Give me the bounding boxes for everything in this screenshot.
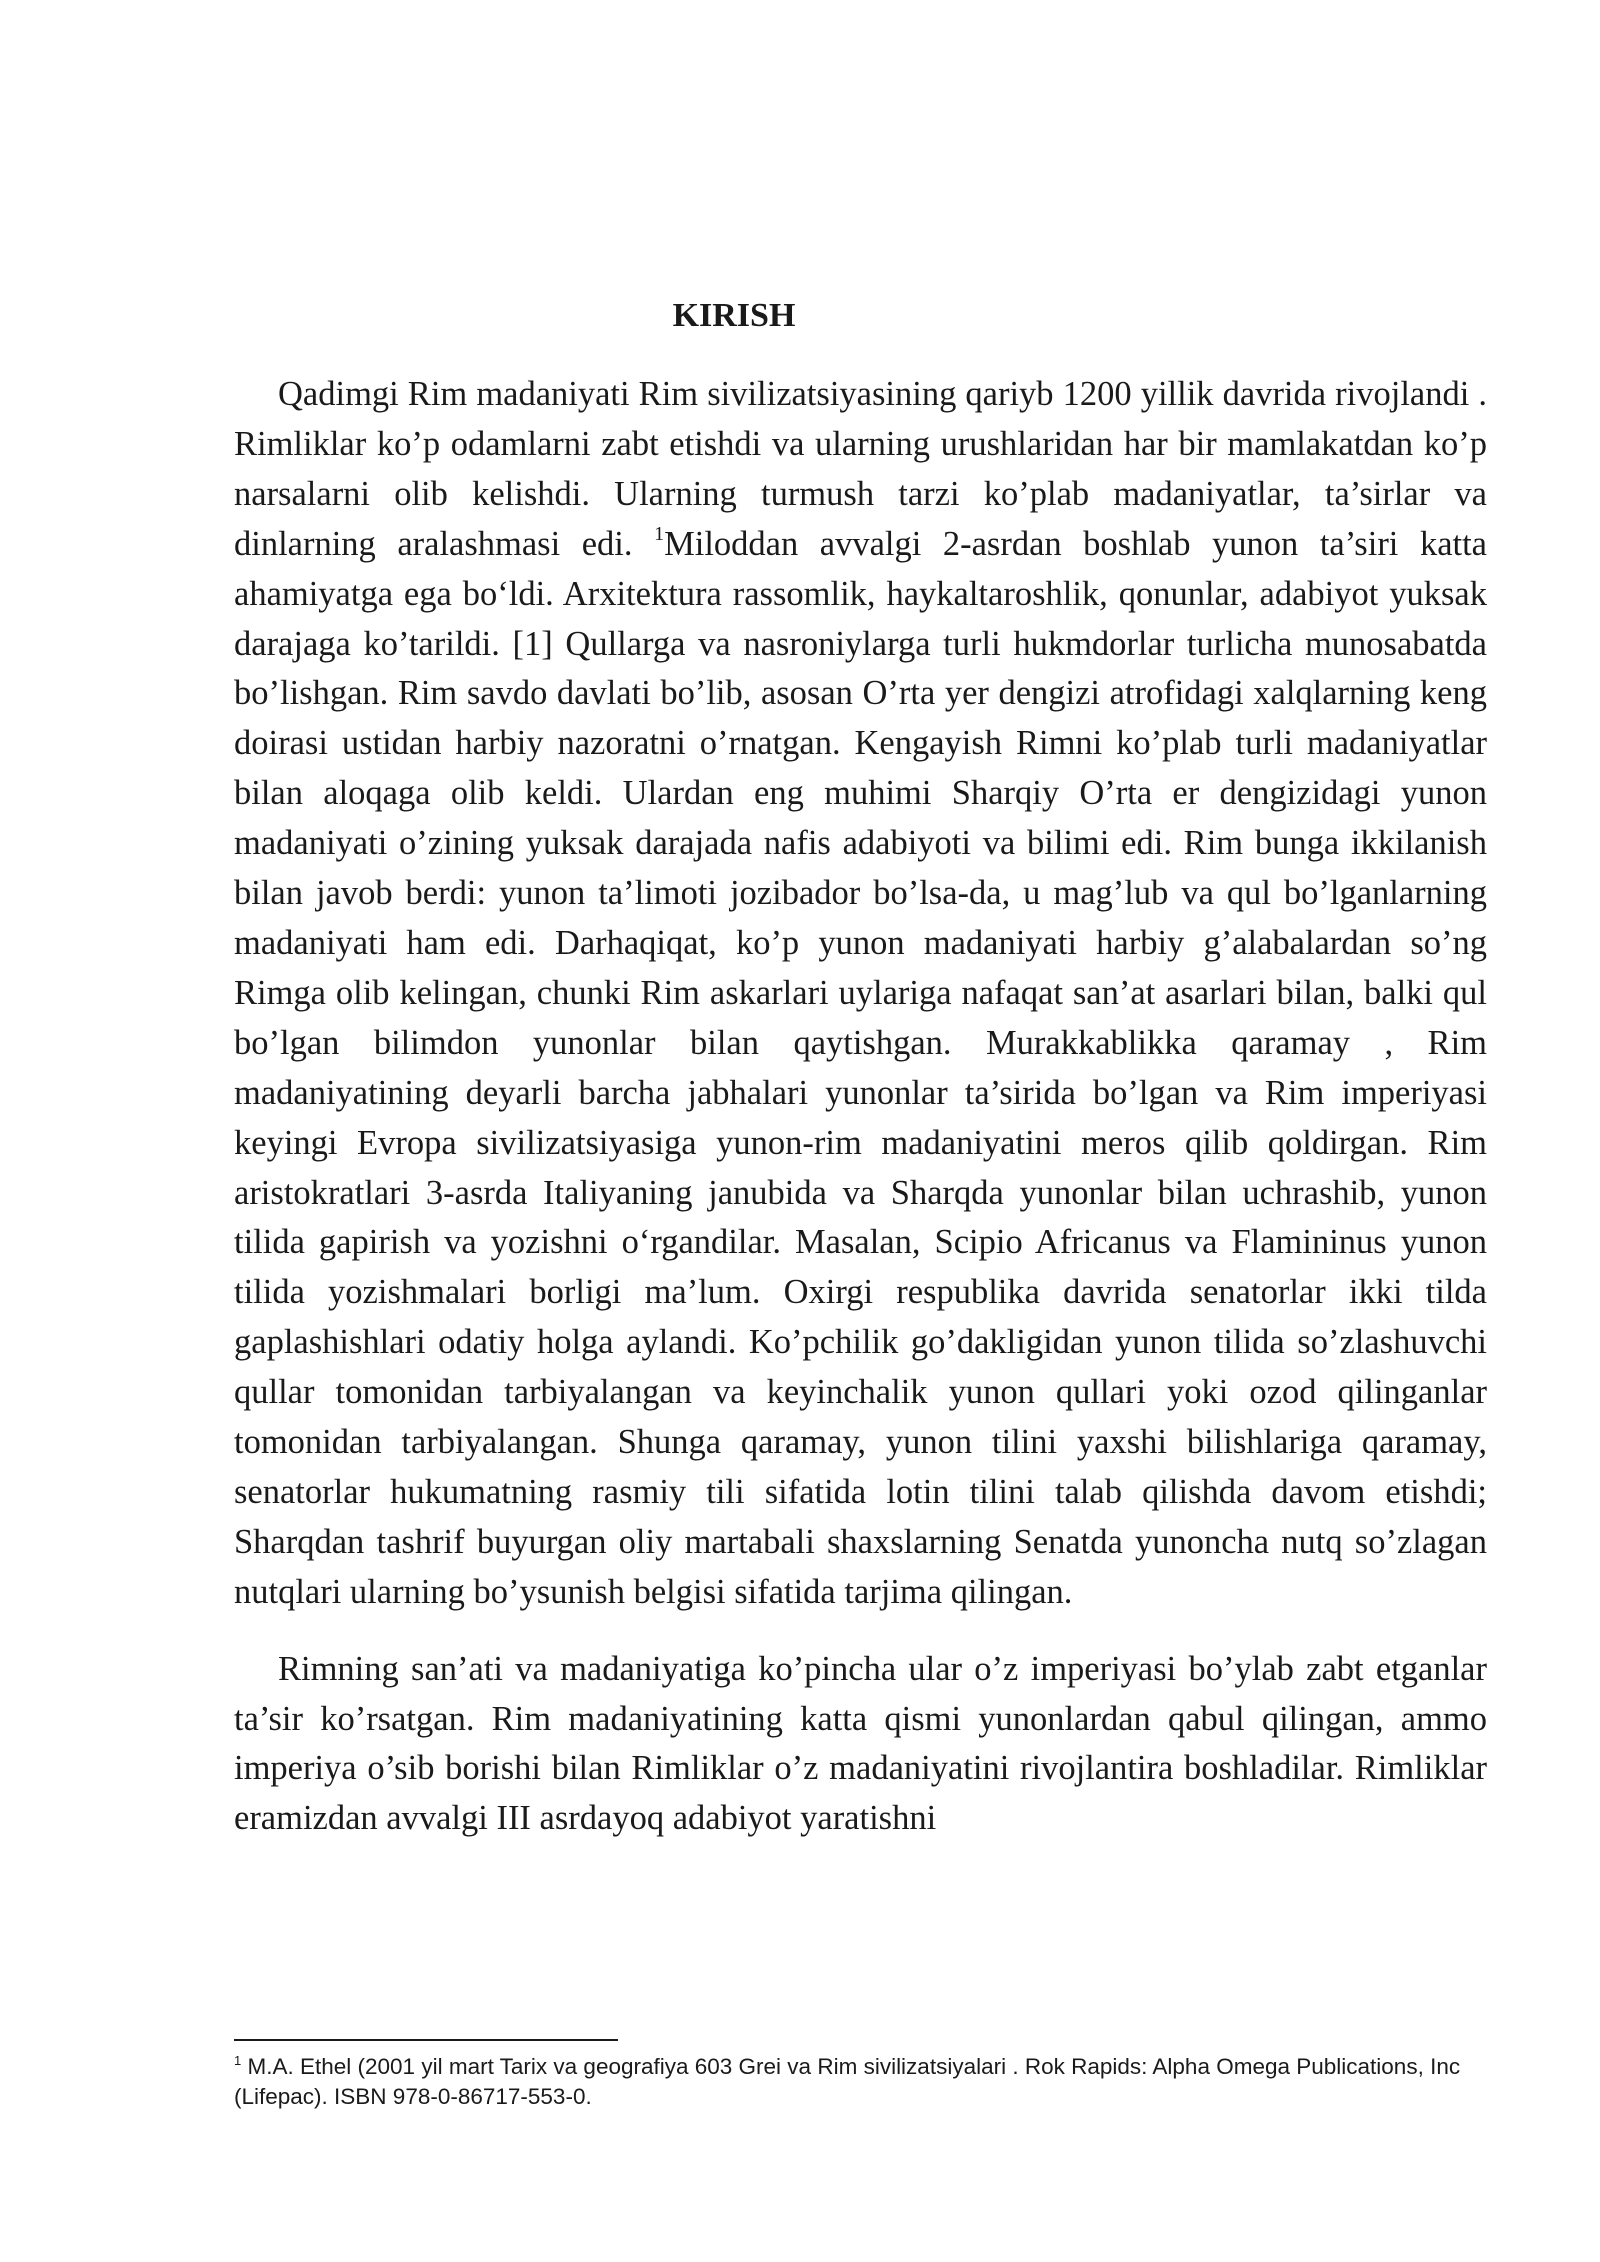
footnote-marker: 1: [234, 2052, 242, 2068]
body-text: [234, 370, 1487, 1844]
footnote: [234, 2052, 1487, 2112]
paragraph-1-text-end: Miloddan avvalgi 2-asrdan boshlab yunon ta’siri katta ahamiyatga ega bo‘ldi. Arxitektura rassomlik, haykaltaroshlik, qonunlar, adabiyot yuksak darajaga ko’tarildi. [1] Qullarga va nasroniylarga turli hukmdorlar turlicha munosabatda bo’lishgan. Rim savdo davlati bo’lib, asosan O’rta yer dengizi atrofidagi xalqlarning keng doirasi ustidan harbiy nazoratni o’rnatgan. Kengayish Rimni ko’plab turli madaniyatlar bilan aloqaga olib keldi. Ulardan eng muhimi Sharqiy O’rta er dengizidagi yunon madaniyati o’zining yuksak darajada nafis adabiyoti va bilimi edi. Rim bunga ikkilanish bilan javob berdi: yunon ta’limoti jozibador bo’lsa-da, u mag’lub va qul bo’lganlarning madaniyati ham edi. Darhaqiqat, ko’p yunon madaniyati harbiy g’alabalardan so’ng Rimga olib kelingan, chunki Rim askarlari uylariga nafaqat san’at asarlari bilan, balki qul bo’lgan bilimdon yunonlar bilan qaytishgan. Murakkablikka qaramay , Rim madaniyatining deyarli barcha jabhalari yunonlar ta’sirida bo’lgan va Rim imperiyasi keyingi Evropa sivilizatsiyasiga yunon-rim madaniyatini meros qilib qoldirgan. Rim aristokratlari 3-asrda Italiyaning janubida va Sharqda yunonlar bilan uchrashib, yunon tilida gapirish va yozishni o‘rgandilar. Masalan, Scipio Africanus va Flamininus yunon tilida yozishmalari borligi ma’lum. Oxirgi respublika davrida senatorlar ikki tilda gaplashishlari odatiy holga aylandi. Ko’pchilik go’dakligidan yunon tilida so’zlashuvchi qullar tomonidan tarbiyalangan va keyinchalik yunon qullari yoki ozod qilinganlar tomonidan tarbiyalangan. Shunga qaramay, yunon tilini yaxshi bilishlariga qaramay, senatorlar hukumatning rasmiy tili sifatida lotin tilini talab qilishda davom etishdi; Sharqdan tashrif buyurgan oliy martabali shaxslarning Senatda yunoncha nutq so’zlagan nutqlari ularning bo’ysunish belgisi sifatida tarjima qilingan.: [234, 524, 1487, 1611]
paragraph-1: [234, 370, 1487, 1618]
footnote-reference[interactable]: 1: [654, 523, 665, 546]
footnote-text: M.A. Ethel (2001 yil mart Tarix va geografiya 603 Grei va Rim sivilizatsiyalari . Rok Rapids: Alpha Omega Publications, Inc (Lifepac). ISBN 978-0-86717-553-0.: [234, 2054, 1461, 2109]
page-title: KIRISH: [672, 297, 796, 334]
footnote-separator: [234, 2039, 618, 2041]
paragraph-2: Rimning san’ati va madaniyatiga ko’pincha ular o’z imperiyasi bo’ylab zabt etganlar ta’sir ko’rsatgan. Rim madaniyatining katta qismi yunonlardan qabul qilingan, ammo imperiya o’sib borishi bilan Rimliklar o’z madaniyatini rivojlantira boshladilar. Rimliklar eramizdan avvalgi III asrdayoq adabiyot yaratishni: [234, 1649, 1487, 1838]
paragraph-1-text-start: Qadimgi Rim madaniyati Rim sivilizatsiyasining qariyb 1200 yillik davrida rivojlandi . Rimliklar ko’p odamlarni zabt etishdi va ularning urushlaridan har bir mamlakatdan ko’p narsalarni olib kelishdi. Ularning turmush tarzi ko’plab madaniyatlar, ta’sirlar va dinlarning aralashmasi edi.: [234, 375, 1487, 563]
